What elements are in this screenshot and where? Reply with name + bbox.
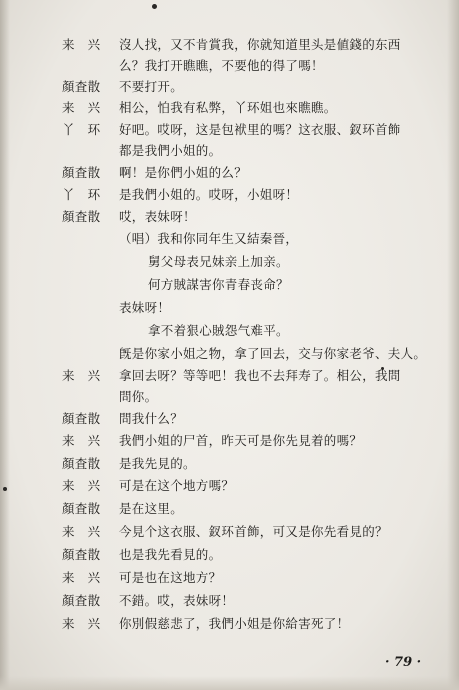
- script-line: [0, 275, 459, 295]
- dialogue-text: 不錯。哎，表妹呀！: [119, 593, 235, 608]
- script-line: [0, 98, 459, 118]
- script-line: [0, 387, 459, 407]
- dialogue-text: 表妹呀！: [119, 300, 171, 315]
- speaker-name: 来 兴: [62, 100, 101, 115]
- dialogue-text: 我們小姐的尸首，昨天可是你先見着的嗎？: [119, 433, 363, 448]
- script-line: [0, 614, 459, 634]
- script-line: [0, 499, 459, 519]
- speaker-name: 丫 环: [62, 187, 101, 202]
- script-line: [0, 344, 459, 364]
- speaker-name: 顏査散: [62, 593, 101, 608]
- script-line: [0, 141, 459, 161]
- speaker-name: 来 兴: [62, 478, 101, 493]
- speaker-name: 来 兴: [62, 37, 101, 52]
- script-line: [0, 252, 459, 272]
- script-line: [0, 545, 459, 565]
- speaker-name: 来 兴: [62, 570, 101, 585]
- dialogue-text: 問我什么？: [119, 411, 184, 426]
- dialogue-text: 是在这里。: [119, 501, 184, 516]
- speaker-name: 顏査散: [62, 411, 101, 426]
- script-line: [0, 163, 459, 183]
- dialogue-text: 是我們小姐的。哎呀，小姐呀！: [119, 187, 299, 202]
- sung-verse: （唱）我和你同年生又結秦晉，: [119, 231, 299, 246]
- dialogue-text: 不要打开。: [119, 79, 184, 94]
- speaker-name: 顏査散: [62, 501, 101, 516]
- dialogue-text: 啊！是你們小姐的么？: [119, 165, 248, 180]
- script-line: [0, 185, 459, 205]
- dialogue-text: 都是我們小姐的。: [119, 143, 222, 158]
- speaker-name: 丫 环: [62, 122, 101, 137]
- page-edge-shadow-bottom: [0, 676, 459, 690]
- speaker-name: 来 兴: [62, 368, 101, 383]
- script-line: [0, 35, 459, 55]
- dialogue-text: 也是我先看見的。: [119, 547, 222, 562]
- speaker-name: 来 兴: [62, 433, 101, 448]
- dialogue-text: 相公，怕我有私弊，丫环姐也來瞧瞧。: [119, 100, 337, 115]
- script-line: [0, 207, 459, 227]
- dialogue-text: 可是在这个地方嗎？: [119, 478, 235, 493]
- dialogue-text: 今見个这衣服、釵环首飾，可又是你先看見的？: [119, 524, 388, 539]
- dialogue-text: 哎，表妹呀！: [119, 209, 196, 224]
- script-line: [0, 476, 459, 496]
- script-line: [0, 366, 459, 386]
- speaker-name: 顏査散: [62, 456, 101, 471]
- script-line: [0, 56, 459, 76]
- speaker-name: 来 兴: [62, 616, 101, 631]
- script-line: [0, 298, 459, 318]
- dialogue-text: 沒人找，又不肯賞我，你就知道里头是値錢的东西: [119, 37, 401, 52]
- dialogue-text: 問你。: [119, 389, 158, 404]
- page-number: · 79 ·: [385, 655, 422, 670]
- script-line: [0, 120, 459, 140]
- dialogue-text: 可是也在这地方？: [119, 570, 222, 585]
- script-line: [0, 568, 459, 588]
- sung-verse: 拿不着狠心賊怨气难平。: [148, 323, 289, 338]
- speaker-name: 顏査散: [62, 165, 101, 180]
- ink-speck: [152, 4, 157, 9]
- dialogue-text: 么？我打开瞧瞧，不要他的得了嗎！: [119, 58, 324, 73]
- dialogue-text: 好吧。哎呀，这是包袱里的嗎？这衣服、釵环首飾: [119, 122, 401, 137]
- dialogue-text: 你別假慈悲了，我們小姐是你給害死了！: [119, 616, 350, 631]
- script-line: [0, 409, 459, 429]
- dialogue-text: 拿回去呀？等等吧！我也不去拜寿了。相公，我問: [119, 368, 401, 383]
- script-line: [0, 321, 459, 341]
- script-line: [0, 454, 459, 474]
- speaker-name: 顏査散: [62, 209, 101, 224]
- speaker-name: 顏査散: [62, 79, 101, 94]
- dialogue-text: 旣是你家小姐之物，拿了回去，交与你家老爷、夫人。: [119, 346, 427, 361]
- dialogue-text: 是我先見的。: [119, 456, 196, 471]
- sung-verse: 何方賊謀害你青春丧命？: [148, 277, 289, 292]
- script-line: [0, 77, 459, 97]
- script-line: [0, 591, 459, 611]
- script-line: [0, 229, 459, 249]
- script-line: [0, 522, 459, 542]
- speaker-name: 来 兴: [62, 524, 101, 539]
- speaker-name: 顏査散: [62, 547, 101, 562]
- script-line: [0, 431, 459, 451]
- sung-verse: 舅父母表兄妹亲上加亲。: [148, 254, 289, 269]
